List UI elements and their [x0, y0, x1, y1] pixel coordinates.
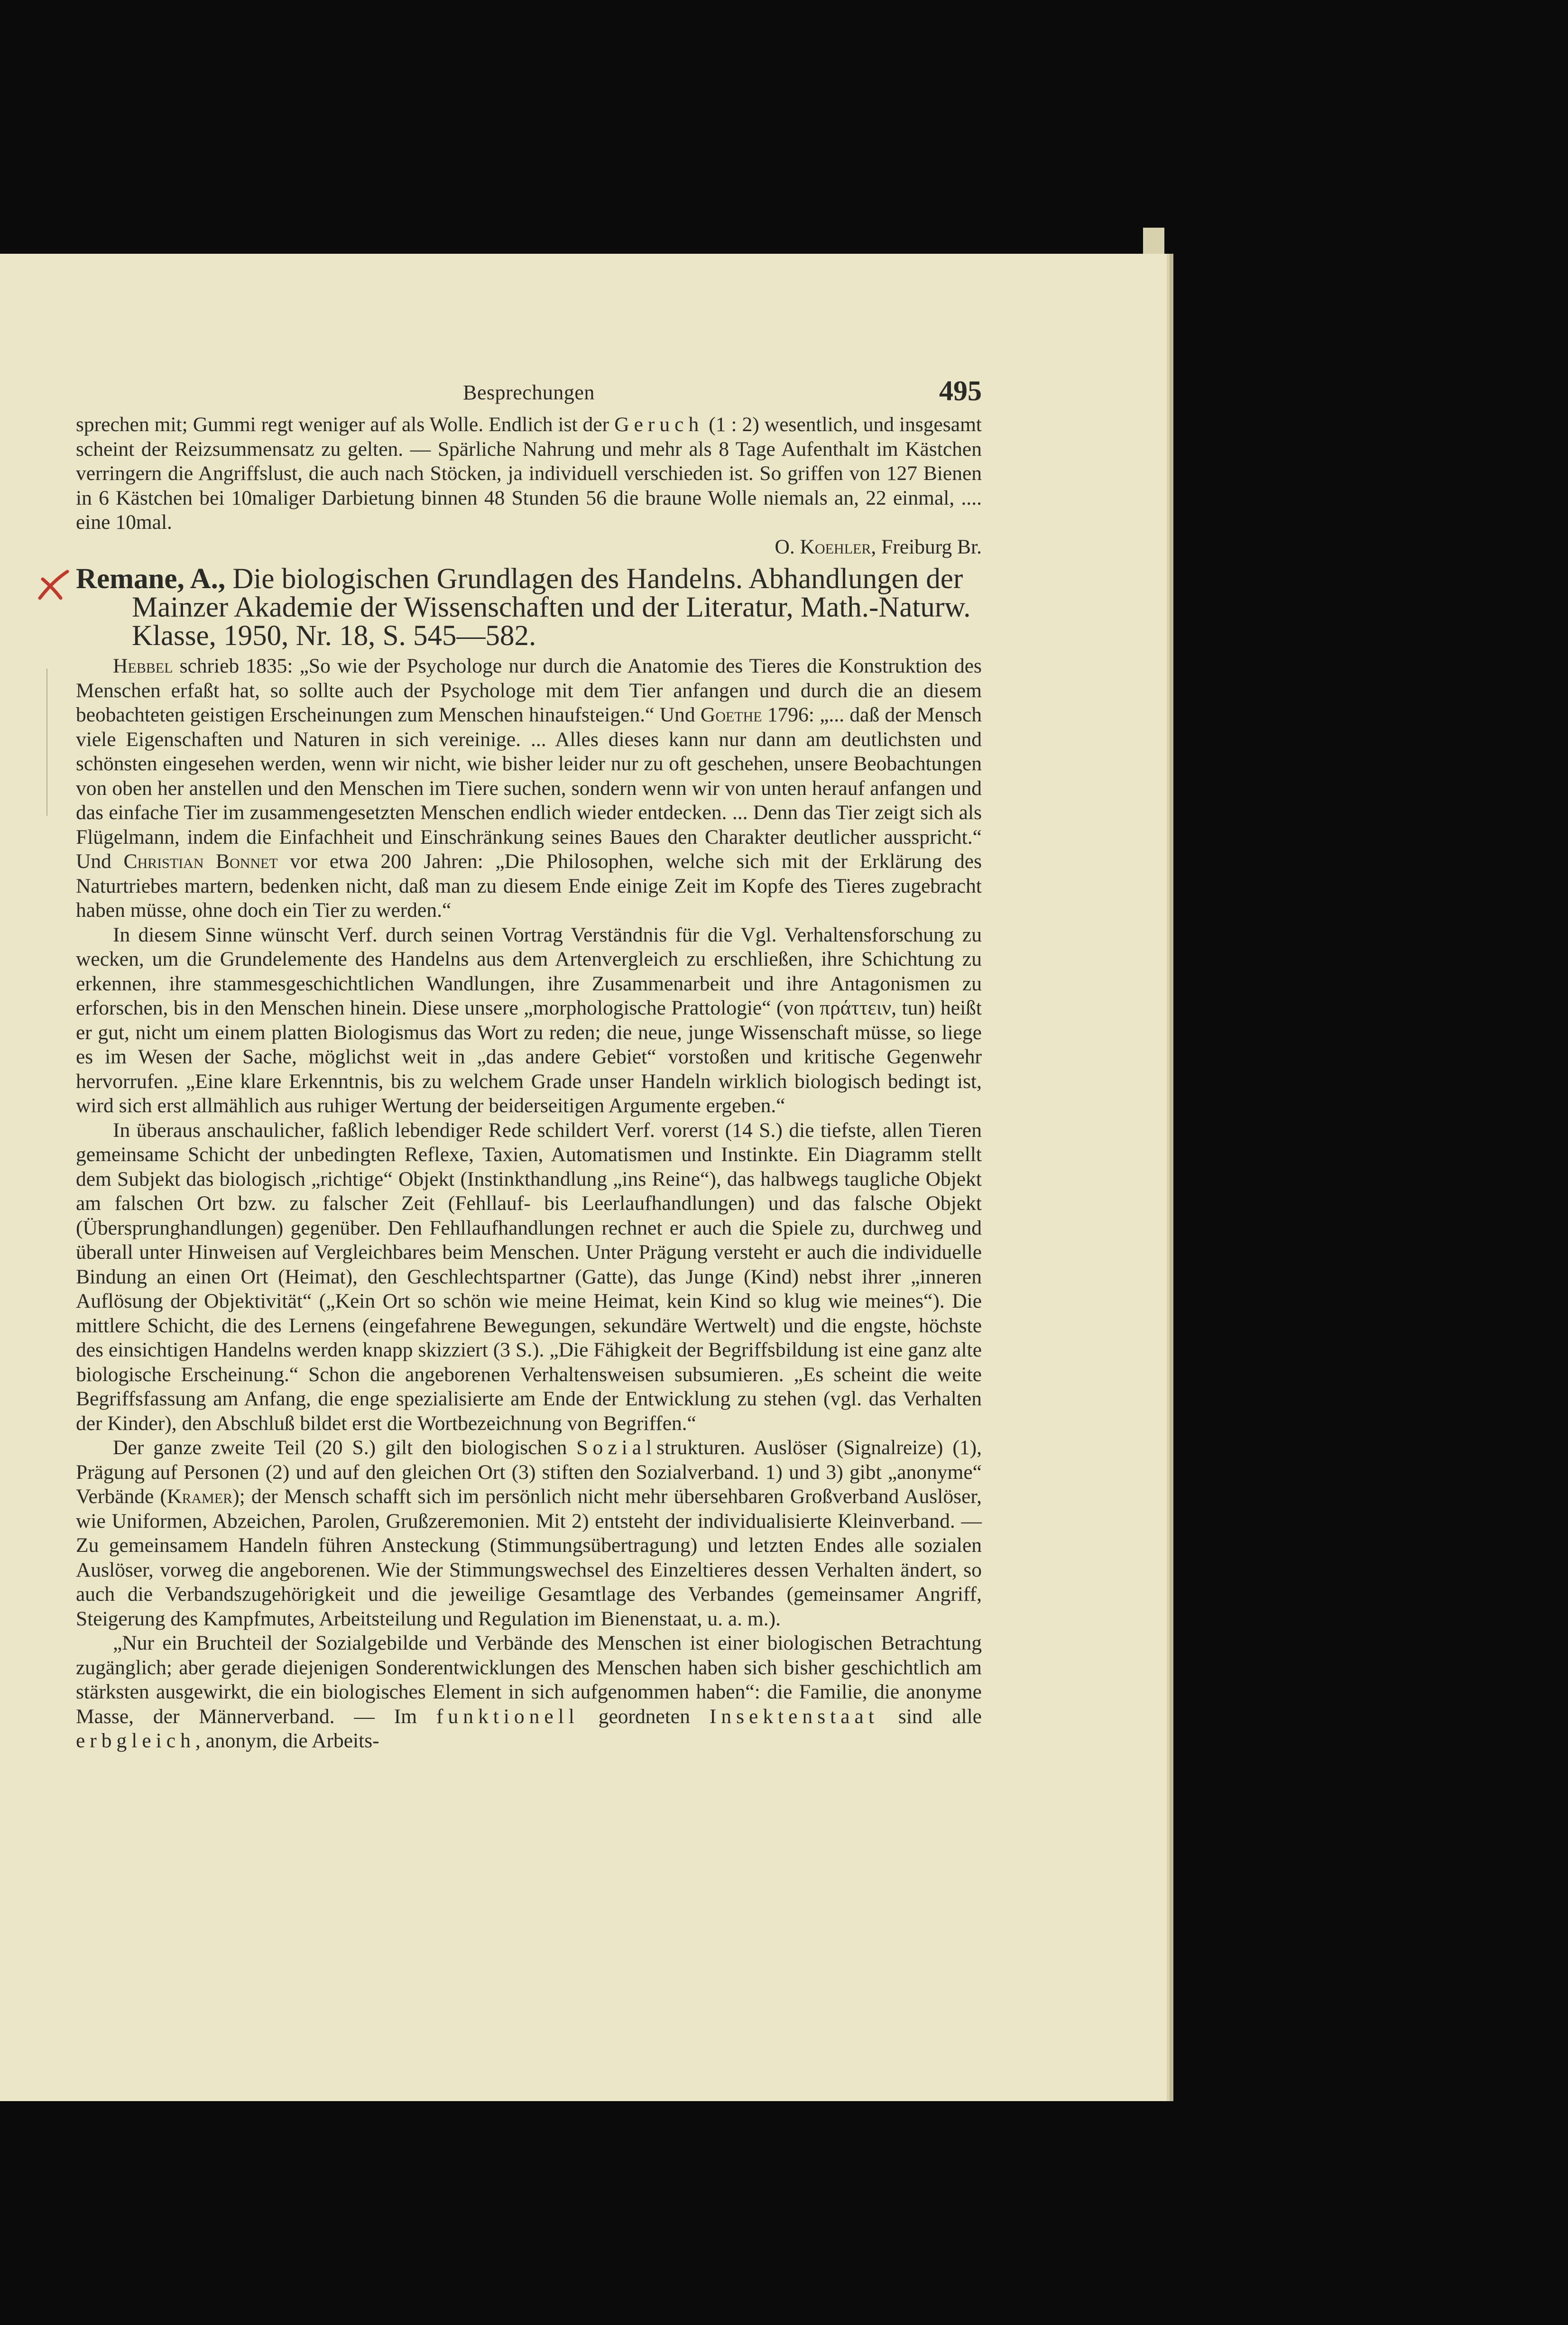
name-bonnet: Christian Bonnet: [123, 850, 278, 873]
margin-pencil-line: [46, 669, 47, 816]
page-number: 495: [939, 375, 982, 406]
paragraph-1: Hebbel schrieb 1835: „So wie der Psychologe nur durch die Anatomie des Tieres die Konstruktion des Menschen erfaßt hat, so sollte auch der Psychologe mit dem Tier anfangen und durch die an diesem beobachteten geistigen Erscheinungen zum Menschen hinaufsteigen.“ Und Goethe 1796: „... daß der Mensch viele Eigenschaften und Naturen in sich vereinige. ... Alles dieses kann nur dann am deutlichsten und schönsten eingesehen werden, wenn wir nicht, wie bisher leider nur zu oft geschehen, unsere Beobachtungen von oben her anstellen und den Menschen im Tiere suchen, sondern wenn wir von unten herauf anfangen und das einfache Tier im zusammengesetzten Menschen endlich wieder entdecken. ... Denn das Tier zeigt sich als Flügelmann, indem die Einfachheit und Einschränkung seines Baues den Charakter deutlicher ausspricht.“ Und Christian Bonnet vor etwa 200 Jahren: „Die Philosophen, welche sich mit der Erklärung des Naturtriebes martern, bedenken nicht, daß man zu diesem Ende einige Zeit im Kopfe des Tieres zugebracht haben müsse, ohne doch ein Tier zu werden.“: [76, 655, 982, 922]
red-cross-mark-icon: [36, 569, 69, 602]
entry-author: Remane, A.,: [76, 563, 226, 595]
entry-title: Die biologischen Grundlagen des Handelns. Abhandlungen der Mainzer Akademie der Wissenschaften und der Literatur, Math.-Naturw. Klasse, 1950, Nr. 18, S. 545—582.: [132, 563, 971, 652]
review-entry-heading: [76, 565, 982, 650]
name-hebbel: Hebbel: [113, 655, 173, 677]
running-head: [76, 375, 982, 413]
name-kramer: Kramer: [167, 1485, 233, 1508]
reviewer-place: , Freiburg Br.: [871, 535, 982, 558]
previous-review-text: sprechen mit; Gummi regt weniger auf als Wolle. Endlich ist der Geruch (1 : 2) wesentlich, und insgesamt scheint der Reizsummensatz zu gelten. — Spärliche Nahrung und mehr als 8 Tage Aufenthalt im Kästchen verringern die Angriffslust, die auch nach Stöcken, ja individuell verschieden ist. So griffen von 127 Bienen in 6 Kästchen bei 10maliger Darbietung binnen 48 Stunden 56 die braune Wolle niemals an, 22 einmal, .... eine 10mal.: [76, 413, 982, 534]
spaced-word-funktionell: funktionell: [436, 1705, 579, 1728]
reviewer-name: O. Koehler: [775, 535, 871, 558]
reviewer-signature: [76, 535, 982, 560]
paragraph-3: In überaus anschaulicher, faßlich lebendiger Rede schildert Verf. vorerst (14 S.) die tiefste, allen Tieren gemeinsame Schicht der unbedingten Reflexe, Taxien, Automatismen und Instinkte. Ein Diagramm stellt dem Subjekt das biologisch „richtige“ Objekt (Instinkthandlung „ins Reine“), das halbwegs taugliche Objekt am falschen Ort bzw. zu falscher Zeit (Fehllauf- bis Leerlaufhandlungen) und das falsche Objekt (Übersprunghandlungen) gegenüber. Den Fehllaufhandlungen rechnet er auch die Spiele zu, durchweg und überall unter Hinweisen auf Vergleichbares beim Menschen. Unter Prägung versteht er auch die individuelle Bindung an einen Ort (Heimat), den Geschlechtspartner (Gatte), das Junge (Kind) nebst ihrer „inneren Auflösung der Objektivität“ („Kein Ort so schön wie meine Heimat, kein Kind so klug wie meines“). Die mittlere Schicht, die des Lernens (eingefahrene Bewegungen, sekundäre Wertwelt) und die engste, höchste des einsichtigen Handelns werden knapp skizziert (3 S.). „Die Fähigkeit der Begriffsbildung ist eine ganz alte biologische Erscheinung.“ Schon die angeborenen Verhaltensweisen subsumieren. „Es scheint die weite Begriffsfassung am Anfang, die enge spezialisierte am Ende der Entwicklung zu stehen (vgl. das Verhalten der Kinder), den Abschluß bildet erst die Wortbezeichnung von Begriffen.“: [76, 1118, 982, 1435]
page-content: [76, 375, 982, 1753]
paragraph-5: „Nur ein Bruchteil der Sozialgebilde und Verbände des Menschen ist einer biologischen Betrachtung zugänglich; aber gerade diejenigen Sonderentwicklungen des Menschen haben sich bisher geschichtlich am stärksten ausgewirkt, die ein biologisches Element in sich aufgenommen haben“: die Familie, die anonyme Masse, der Männerverband. — Im funktionell geordneten Insektenstaat sind alle erbgleich, anonym, die Arbeits-: [76, 1632, 982, 1752]
spaced-word-insektenstaat: Insektenstaat: [709, 1705, 879, 1728]
running-title: Besprechungen: [463, 381, 595, 404]
spaced-word-erbgleich: erbgleich: [76, 1729, 195, 1752]
name-goethe: Goethe: [700, 703, 762, 726]
spaced-word-sozial: Sozial: [576, 1436, 657, 1459]
spaced-word-geruch: Geruch: [614, 413, 704, 436]
paragraph-2: In diesem Sinne wünscht Verf. durch seinen Vortrag Verständnis für die Vgl. Verhaltensforschung zu wecken, um die Grundelemente des Handelns aus dem Artenvergleich zu erschließen, ihre Schichtung zu erkennen, ihre stammesgeschichtlichen Wandlungen, ihre Zusammenarbeit und ihre Antagonismen zu erforschen, bis in den Menschen hinein. Diese unsere „morphologische Prattologie“ (von πράττειν, tun) heißt er gut, nicht um einem platten Biologismus das Wort zu reden; die neue, junge Wissenschaft müsse, so liege es im Wesen der Sache, möglichst weit in „das andere Gebiet“ vorstoßen und kritische Gegenwehr hervorrufen. „Eine klare Erkenntnis, bis zu welchem Grade unser Handeln wirklich biologisch bedingt ist, wird sich erst allmählich aus ruhiger Wertung der beiderseitigen Argumente ergeben.“: [76, 923, 982, 1117]
paragraph-4: Der ganze zweite Teil (20 S.) gilt den biologischen Sozialstrukturen. Auslöser (Signalreize) (1), Prägung auf Personen (2) und auf den gleichen Ort (3) stiften den Sozialverband. 1) und 3) gibt „anonyme“ Verbände (Kramer); der Mensch schafft sich im persönlich nicht mehr übersehbaren Großverband Auslöser, wie Uniformen, Abzeichen, Parolen, Grußzeremonien. Mit 2) entsteht der individualisierte Kleinverband. — Zu gemeinsamem Handeln führen Ansteckung (Stimmungsübertragung) und letzten Endes alle sozialen Auslöser, vorweg die angeborenen. Wie der Stimmungswechsel des Einzeltieres dessen Verhalten ändert, so auch die Verbandszugehörigkeit und die jeweilige Gesamtlage des Verbandes (gemeinsamer Angriff, Steigerung des Kampfmutes, Arbeitsteilung und Regulation im Bienenstaat, u. a. m.).: [76, 1436, 982, 1630]
